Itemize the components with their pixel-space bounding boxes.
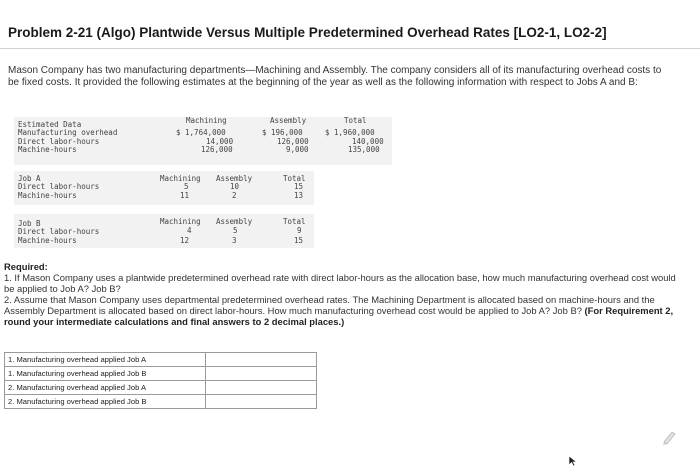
answer-label: 2. Manufacturing overhead applied Job B [5, 395, 206, 409]
answer-cell [206, 381, 317, 395]
job-a-mh-total: 13 [294, 190, 304, 200]
total-dlh: 140,000 [352, 136, 384, 146]
job-a-dlh-assembly: 10 [230, 182, 240, 192]
answer-input-1-job-b[interactable] [206, 368, 314, 380]
job-b-dlh-total: 9 [297, 226, 302, 235]
total-overhead: $ 1,960,000 [325, 128, 375, 138]
job-b-label: Job B [18, 219, 41, 228]
job-b-header-total: Total [283, 217, 306, 226]
required-heading: Required: [4, 261, 48, 272]
assembly-mh: 9,000 [286, 145, 309, 155]
answer-table [4, 352, 317, 409]
assembly-header: Assembly [270, 116, 307, 125]
answer-row [5, 353, 317, 367]
required-question-2-note: (For Requirement 2, round your intermediate calculations and final answers to 2 decimal places.) [4, 305, 674, 327]
job-b-dlh-assembly: 5 [233, 226, 238, 235]
answer-input-1-job-a[interactable] [206, 354, 314, 366]
machining-overhead: $ 1,764,000 [176, 128, 226, 138]
job-a-mh-assembly: 2 [232, 190, 237, 200]
required-question-1: 1. If Mason Company uses a plantwide predetermined overhead rate with direct labor-hours as the allocation base, how much manufacturing overhead cost would be applied to Job A? Job B? [4, 272, 676, 294]
job-b-header-assembly: Assembly [216, 217, 253, 226]
job-b-header-machining: Machining [160, 217, 201, 226]
required-question-2-text: 2. Assume that Mason Company uses departmental predetermined overhead rates. The Machining Department is allocated based on machine-hours and the Assembly Department is allocated based on direct labor-hours. How much manufacturing overhead cost would be applied to Job A? Job B? [4, 294, 655, 316]
answer-row [5, 367, 317, 381]
machining-dlh: 14,000 [206, 136, 234, 146]
answer-cell [206, 353, 317, 367]
problem-title: Problem 2-21 (Algo) Plantwide Versus Multiple Predetermined Overhead Rates [LO2-1, LO2-2] [8, 25, 607, 40]
mouse-cursor-icon [568, 455, 578, 467]
machining-header: Machining [186, 116, 227, 125]
answer-label: 1. Manufacturing overhead applied Job A [5, 353, 206, 367]
job-b-dlh-machining: 4 [187, 226, 192, 235]
required-question-2 [4, 294, 688, 327]
job-a-header-assembly: Assembly [216, 174, 253, 183]
job-b-row-dlh: Direct labor-hours [18, 227, 100, 237]
answer-cell [206, 395, 317, 409]
estimates-row-label: Estimated Data [18, 120, 82, 129]
assembly-dlh: 126,000 [277, 136, 309, 146]
machining-mh: 126,000 [201, 145, 233, 155]
job-b-row-mh: Machine-hours [18, 235, 77, 245]
answer-input-2-job-b[interactable] [206, 396, 314, 408]
required-section [4, 261, 688, 327]
answer-row [5, 395, 317, 409]
estimates-row-dlh: Direct labor-hours [18, 136, 100, 146]
answer-label: 1. Manufacturing overhead applied Job B [5, 367, 206, 381]
job-a-dlh-total: 15 [294, 182, 304, 192]
job-a-row-mh: Machine-hours [18, 190, 77, 200]
job-a-row-dlh: Direct labor-hours [18, 182, 100, 192]
problem-intro: Mason Company has two manufacturing departments—Machining and Assembly. The company considers all of its manufacturing overhead costs to be fixed costs. It provided the following estimates at the beginning of the year as well as the following information with respect to Jobs A and B: [8, 65, 662, 88]
answer-cell [206, 367, 317, 381]
estimates-row-mh: Machine-hours [18, 145, 77, 155]
answer-row [5, 381, 317, 395]
pencil-icon[interactable] [660, 428, 678, 446]
job-b-mh-total: 15 [294, 235, 304, 245]
estimates-row-overhead: Manufacturing overhead [18, 128, 118, 138]
job-b-mh-assembly: 3 [232, 235, 237, 245]
total-mh: 135,000 [348, 145, 380, 155]
assembly-overhead: $ 196,000 [262, 128, 303, 138]
answer-label: 2. Manufacturing overhead applied Job A [5, 381, 206, 395]
job-a-label: Job A [18, 174, 41, 183]
total-header: Total [344, 116, 367, 125]
answer-input-2-job-a[interactable] [206, 382, 314, 394]
job-b-mh-machining: 12 [180, 235, 190, 245]
title-divider [0, 48, 700, 49]
job-a-header-machining: Machining [160, 174, 201, 183]
job-a-header-total: Total [283, 174, 306, 183]
job-a-mh-machining: 11 [180, 190, 190, 200]
job-a-dlh-machining: 5 [184, 182, 189, 192]
